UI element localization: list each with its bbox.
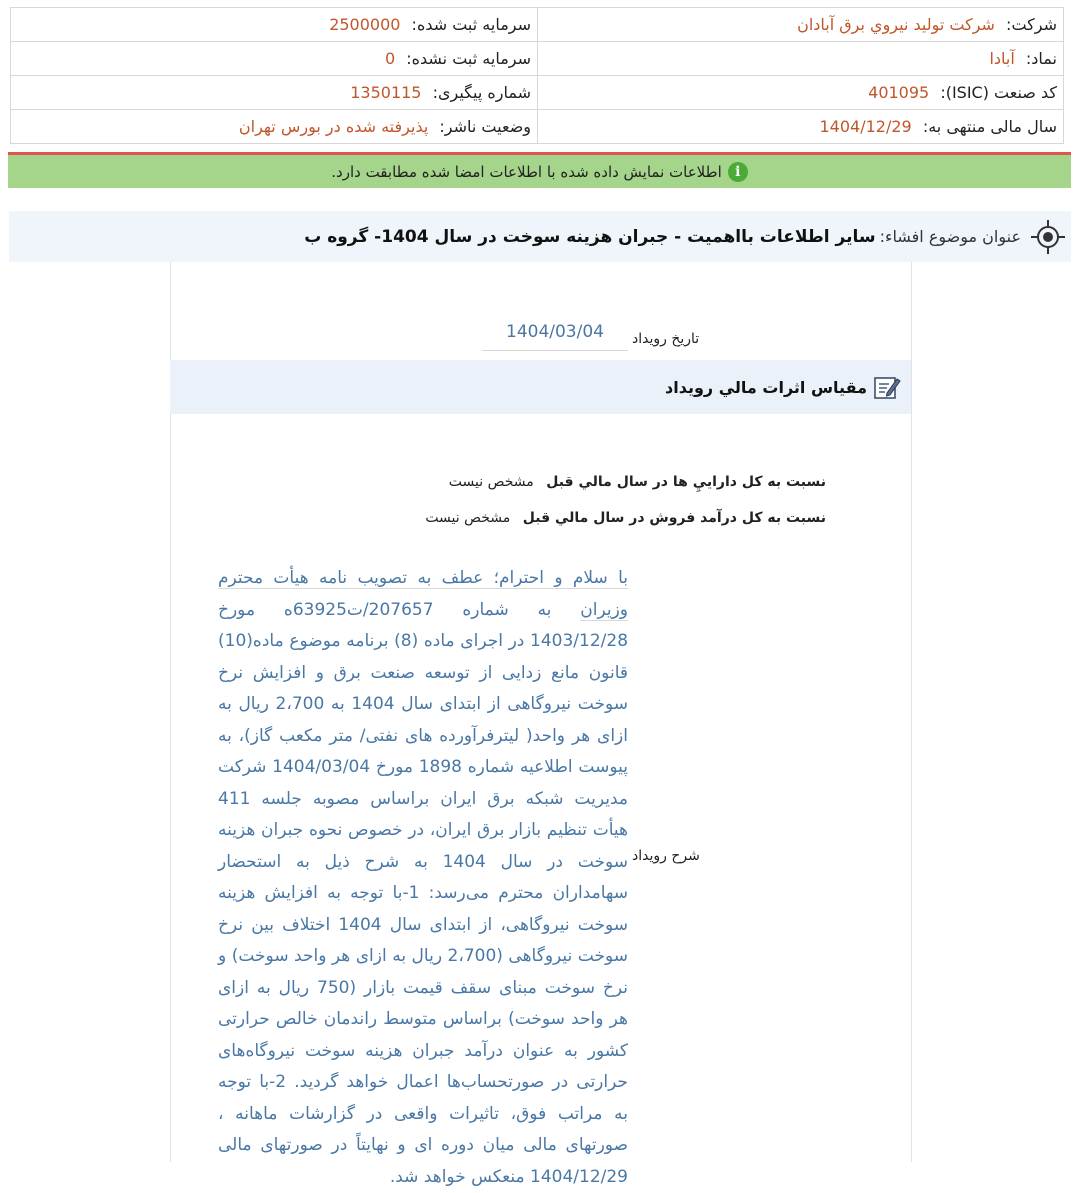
- verification-notice: [8, 155, 1071, 188]
- status-label: وضعیت ناشر:: [439, 117, 531, 136]
- unreg-capital-value: 0: [384, 49, 396, 68]
- symbol-label: نماد:: [1025, 49, 1057, 68]
- reg-capital-cell: [11, 8, 538, 42]
- isic-label: کد صنعت (ISIC):: [940, 83, 1057, 102]
- status-value: پذیرفته شده در بورس تهران: [238, 117, 429, 136]
- ratio-sales-value: مشخص نيست: [425, 510, 511, 526]
- info-row: [11, 8, 1064, 42]
- subject-title: ساير اطلاعات بااهميت - جبران هزینه سوخت در سال 1404- گروه ب: [304, 226, 876, 247]
- event-description-text: [218, 563, 628, 1193]
- isic-cell: [538, 76, 1064, 110]
- info-row: [11, 42, 1064, 76]
- target-icon: [1029, 218, 1067, 256]
- ratio-assets-value: مشخص نيست: [448, 474, 534, 490]
- tracking-value: 1350115: [350, 83, 422, 102]
- subject-bar: [9, 211, 1071, 262]
- company-cell: [538, 8, 1064, 42]
- ratio-assets-row: [449, 474, 826, 490]
- company-label: شرکت:: [1006, 15, 1057, 34]
- reg-capital-value: 2500000: [329, 15, 401, 34]
- company-info-table: [10, 7, 1064, 144]
- fiscal-value: 1404/12/29: [819, 117, 912, 136]
- info-row: [11, 76, 1064, 110]
- description-first-line: با سلام و احترام؛ عطف به تصویب نامه هیأت محترم وزیران: [218, 568, 628, 620]
- unreg-capital-cell: [11, 42, 538, 76]
- info-row: [11, 110, 1064, 144]
- tracking-label: شماره پیگیری:: [432, 83, 531, 102]
- event-date-value: 1404/03/04: [482, 322, 628, 351]
- isic-value: 401095: [868, 83, 930, 102]
- tracking-cell: [11, 76, 538, 110]
- ratio-sales-label: نسبت به کل درآمد فروش در سال مالي قبل: [522, 510, 826, 526]
- financial-effects-header: [170, 360, 911, 414]
- event-description-label: شرح رويداد: [632, 848, 700, 864]
- symbol-value: آبادا: [989, 49, 1015, 68]
- company-value: شركت توليد نيروي برق آبادان: [797, 15, 995, 34]
- fiscal-label: سال مالی منتهی به:: [922, 117, 1057, 136]
- event-date-label: تاريخ رويداد: [632, 331, 700, 347]
- status-cell: [11, 110, 538, 144]
- subject-label: عنوان موضوع افشاء:: [879, 227, 1021, 246]
- notice-text: اطلاعات نمایش داده شده با اطلاعات امضا شده مطابقت دارد.: [331, 162, 722, 181]
- ratio-assets-label: نسبت به کل داراييِ ها در سال مالي قبل: [546, 474, 826, 490]
- ratio-sales-row: [425, 510, 826, 526]
- info-icon: i: [728, 162, 748, 182]
- financial-effects-title: مقياس اثرات مالي رويداد: [665, 377, 867, 397]
- unreg-capital-label: سرمایه ثبت نشده:: [406, 49, 531, 68]
- edit-document-icon: [873, 374, 901, 400]
- symbol-cell: [538, 42, 1064, 76]
- fiscal-cell: [538, 110, 1064, 144]
- reg-capital-label: سرمایه ثبت شده:: [411, 15, 531, 34]
- description-body: به شماره 207657/ت63925ه مورخ 1403/12/28 در اجرای ماده (8) برنامه موضوع ماده(10) قانون مانع زدایی از توسعه صنعت برق و افزایش نرخ سوخت نیروگاهی از ابتدای سال 1404 به 2،700 ریال به ازای هر واحد( لیترفرآورده های نفتی/ متر مکعب گاز)، به پیوست اطلاعیه شماره 1898 مورخ 1404/03/04 شرکت مدیریت شبکه برق ایران براساس مصوبه جلسه 411 هیأت تنظیم بازار برق ایران، در خصوص نحوه جبران هزینه سوخت در سال 1404 به شرح ذیل به استحضار سهامداران محترم می‌رسد: 1-با توجه به افزایش هزینه سوخت نیروگاهی، از ابتدای سال 1404 اختلاف بین نرخ سوخت نیروگاهی (2،700 ریال به ازای هر واحد سوخت) و نرخ سوخت مبنای سقف قیمت بازار (750 ریال به ازای هر واحد سوخت) براساس متوسط راندمان خالص حرارتی کشور به عنوان درآمد جبران هزینه سوخت نیروگاه‌های حرارتی در صورتحساب‌ها اعمال خواهد گردید. 2-با توجه به مراتب فوق، تاثیرات واقعی در گزارشات ماهانه ، صورتهای مالی میان دوره ای و نهایتاً در صورتهای مالی 1404/12/29 منعکس خواهد شد.: [218, 599, 629, 1187]
